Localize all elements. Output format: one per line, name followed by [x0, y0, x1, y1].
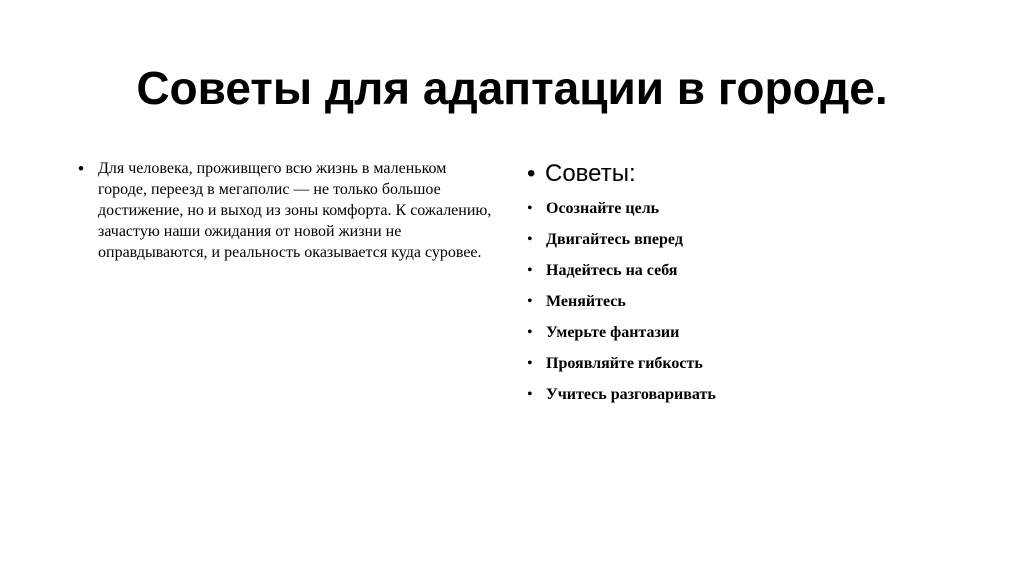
tip-text: Учитесь разговаривать	[546, 386, 716, 403]
intro-bullet-item	[78, 158, 508, 263]
bullet-icon: •	[78, 159, 84, 178]
tip-text: Умерьте фантазии	[546, 324, 680, 341]
right-tips-column	[527, 158, 947, 415]
tip-text: Двигайтесь вперед	[546, 231, 683, 248]
tips-heading: Советы:	[545, 160, 636, 187]
tip-item	[527, 353, 947, 384]
bullet-icon: •	[527, 386, 533, 403]
intro-paragraph: Для человека, проживщего всю жизнь в маленьком городе, переезд в мегаполис — не только большое достижение, но и выход из зоны комфорта. К сожалению, зачастую наши ожидания от новой жизни не оправдываются, и реальность оказывается куда суровее.	[98, 160, 492, 261]
bullet-icon: •	[527, 262, 533, 279]
left-text-column	[78, 158, 508, 263]
tips-list	[527, 198, 947, 415]
tip-text: Надейтесь на себя	[546, 262, 678, 279]
tip-item	[527, 229, 947, 260]
tip-item	[527, 260, 947, 291]
tip-text: Меняйтесь	[546, 293, 626, 310]
tip-item	[527, 291, 947, 322]
bullet-icon: •	[527, 231, 533, 248]
bullet-icon: •	[527, 200, 533, 217]
bullet-icon: •	[527, 355, 533, 372]
bullet-icon: •	[527, 160, 536, 187]
tips-heading-item	[527, 158, 947, 190]
bullet-icon: •	[527, 293, 533, 310]
tip-item	[527, 198, 947, 229]
tip-item	[527, 384, 947, 415]
slide-title: Советы для адаптации в городе.	[136, 62, 888, 114]
tip-text: Осознайте цель	[546, 200, 660, 217]
bullet-icon: •	[527, 324, 533, 341]
tip-item	[527, 322, 947, 353]
tip-text: Проявляйте гибкость	[546, 355, 703, 372]
